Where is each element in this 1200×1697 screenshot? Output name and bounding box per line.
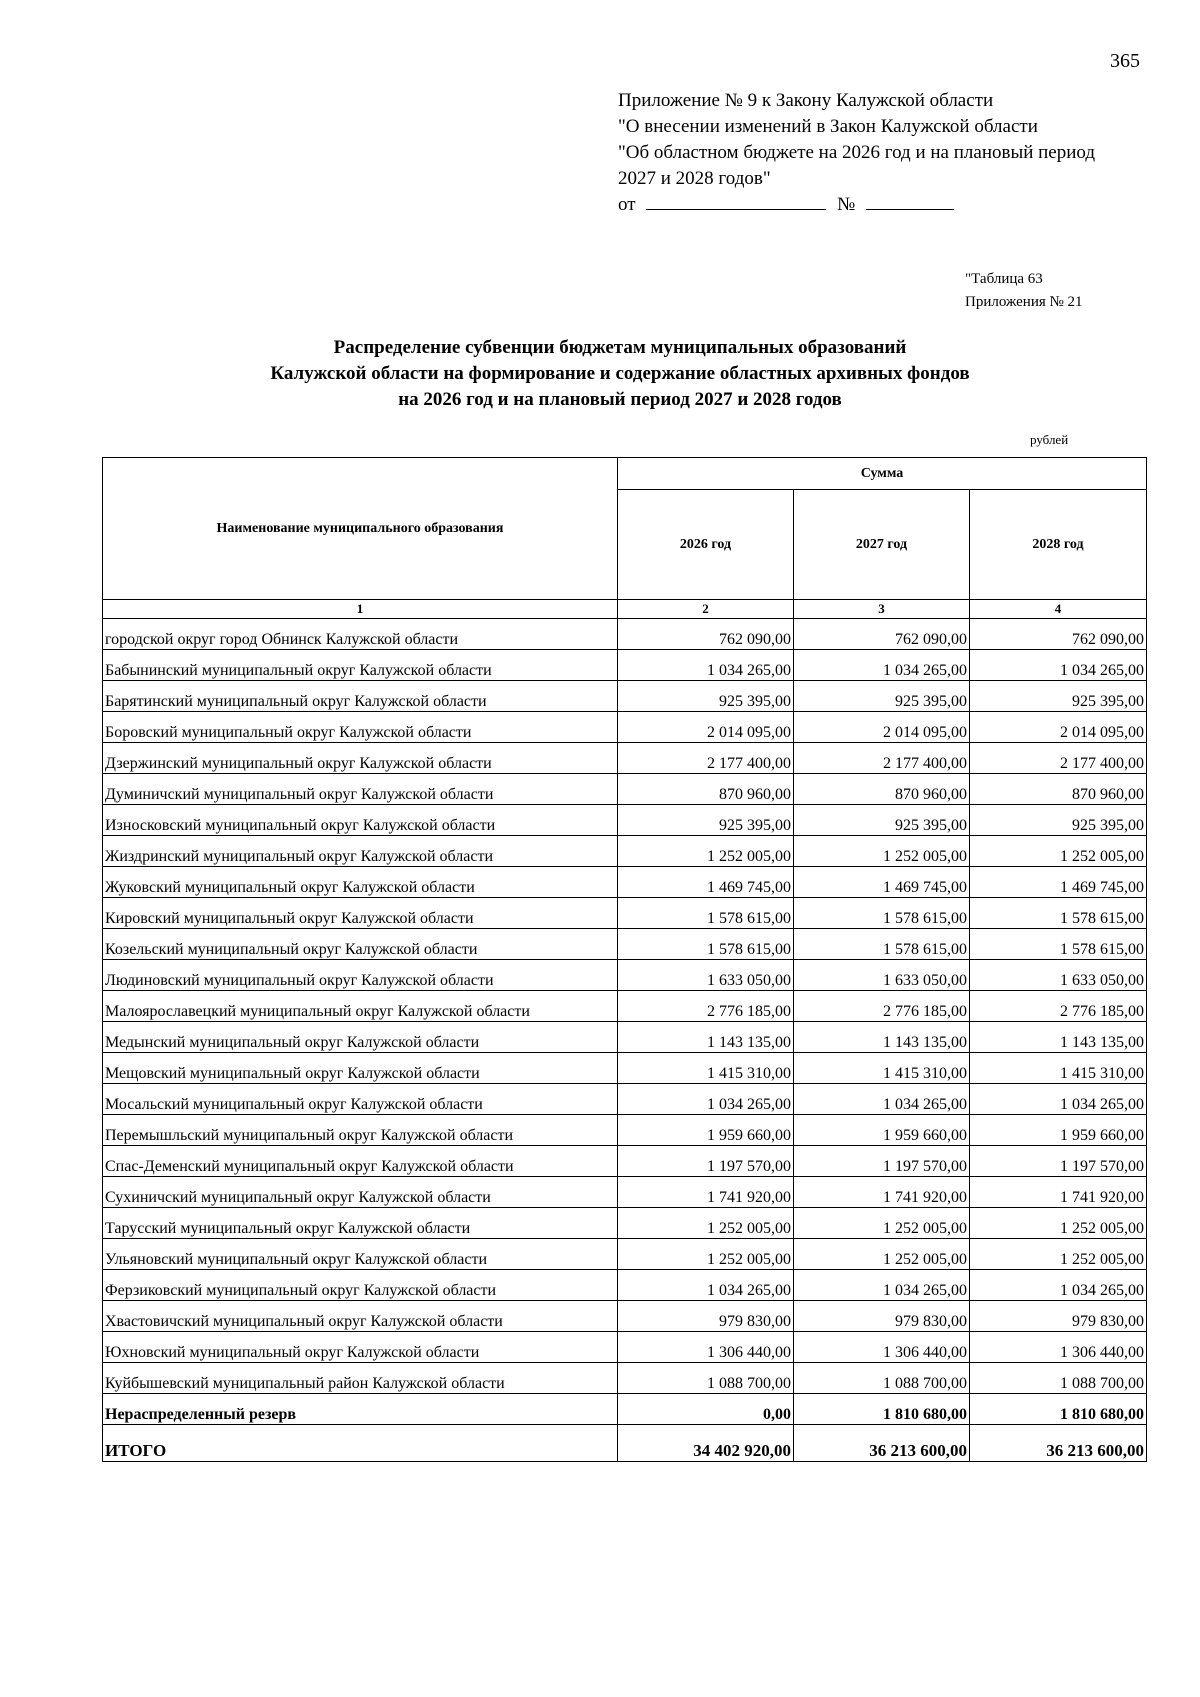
amount-2026: 1 252 005,00 xyxy=(618,1208,794,1239)
amount-2028: 1 034 265,00 xyxy=(970,1270,1147,1301)
amount-2026: 1 415 310,00 xyxy=(618,1053,794,1084)
appendix-line: Приложение № 9 к Закону Калужской области xyxy=(618,90,994,111)
document-title xyxy=(100,335,1140,413)
amount-2027: 1 197 570,00 xyxy=(794,1146,970,1177)
municipality-name: Ульяновский муниципальный округ Калужской области xyxy=(103,1239,618,1270)
amount-2028: 2 177 400,00 xyxy=(970,743,1147,774)
table-row xyxy=(103,1115,1147,1146)
appendix-line: 2027 и 2028 годов" xyxy=(618,168,771,189)
amount-2028: 925 395,00 xyxy=(970,681,1147,712)
amount-2027: 1 252 005,00 xyxy=(794,836,970,867)
amount-2026: 1 197 570,00 xyxy=(618,1146,794,1177)
amount-2026: 2 177 400,00 xyxy=(618,743,794,774)
municipality-name: Хвастовичский муниципальный округ Калужской области xyxy=(103,1301,618,1332)
amount-2028: 979 830,00 xyxy=(970,1301,1147,1332)
amount-2026: 1 143 135,00 xyxy=(618,1022,794,1053)
number-label: № xyxy=(837,194,856,215)
total-name: ИТОГО xyxy=(103,1425,618,1462)
amount-2027: 2 177 400,00 xyxy=(794,743,970,774)
municipality-name: Ферзиковский муниципальный округ Калужской области xyxy=(103,1270,618,1301)
appendix-line: "О внесении изменений в Закон Калужской области xyxy=(618,116,1038,137)
municipality-name: Медынский муниципальный округ Калужской области xyxy=(103,1022,618,1053)
table-row xyxy=(103,929,1147,960)
table-row xyxy=(103,1332,1147,1363)
amount-2026: 1 034 265,00 xyxy=(618,1270,794,1301)
amount-2028: 1 633 050,00 xyxy=(970,960,1147,991)
municipality-name: городской округ город Обнинск Калужской области xyxy=(103,619,618,650)
municipality-name: Куйбышевский муниципальный район Калужской области xyxy=(103,1363,618,1394)
header-sum: Сумма xyxy=(618,458,1147,490)
amount-2026: 1 578 615,00 xyxy=(618,898,794,929)
amount-2028: 925 395,00 xyxy=(970,805,1147,836)
amount-2027: 1 088 700,00 xyxy=(794,1363,970,1394)
appendix-signature-line xyxy=(618,192,1095,218)
table-row xyxy=(103,960,1147,991)
table-row xyxy=(103,619,1147,650)
amount-2026: 925 395,00 xyxy=(618,805,794,836)
amount-2026: 1 633 050,00 xyxy=(618,960,794,991)
amount-2027: 870 960,00 xyxy=(794,774,970,805)
table-row xyxy=(103,836,1147,867)
amount-2028: 1 306 440,00 xyxy=(970,1332,1147,1363)
table-row xyxy=(103,650,1147,681)
amount-2028: 1 469 745,00 xyxy=(970,867,1147,898)
amount-2028: 1 741 920,00 xyxy=(970,1177,1147,1208)
municipality-name: Думиничский муниципальный округ Калужской области xyxy=(103,774,618,805)
table-row xyxy=(103,898,1147,929)
column-number: 3 xyxy=(794,600,970,619)
amount-2028: 1 959 660,00 xyxy=(970,1115,1147,1146)
amount-2026: 1 306 440,00 xyxy=(618,1332,794,1363)
from-label: от xyxy=(618,194,636,215)
amount-2027: 1 143 135,00 xyxy=(794,1022,970,1053)
amount-2027: 1 034 265,00 xyxy=(794,650,970,681)
amount-2027: 2 014 095,00 xyxy=(794,712,970,743)
amount-2026: 1 741 920,00 xyxy=(618,1177,794,1208)
municipality-name: Мосальский муниципальный округ Калужской области xyxy=(103,1084,618,1115)
total-2028: 36 213 600,00 xyxy=(970,1425,1147,1462)
table-row xyxy=(103,1084,1147,1115)
municipality-name: Кировский муниципальный округ Калужской области xyxy=(103,898,618,929)
amount-2027: 1 959 660,00 xyxy=(794,1115,970,1146)
reserve-name: Нераспределенный резерв xyxy=(103,1394,618,1425)
amount-2027: 925 395,00 xyxy=(794,681,970,712)
table-row xyxy=(103,805,1147,836)
municipality-name: Сухиничский муниципальный округ Калужской области xyxy=(103,1177,618,1208)
reserve-2028: 1 810 680,00 xyxy=(970,1394,1147,1425)
amount-2028: 870 960,00 xyxy=(970,774,1147,805)
amount-2027: 1 469 745,00 xyxy=(794,867,970,898)
amount-2028: 2 776 185,00 xyxy=(970,991,1147,1022)
amount-2026: 1 959 660,00 xyxy=(618,1115,794,1146)
table-row xyxy=(103,991,1147,1022)
municipality-name: Малоярославецкий муниципальный округ Калужской области xyxy=(103,991,618,1022)
amount-2026: 762 090,00 xyxy=(618,619,794,650)
amount-2027: 1 306 440,00 xyxy=(794,1332,970,1363)
header-year-2027: 2027 год xyxy=(794,490,970,600)
amount-2026: 2 014 095,00 xyxy=(618,712,794,743)
amount-2026: 870 960,00 xyxy=(618,774,794,805)
amount-2027: 1 252 005,00 xyxy=(794,1208,970,1239)
municipality-name: Козельский муниципальный округ Калужской области xyxy=(103,929,618,960)
table-row xyxy=(103,1208,1147,1239)
amount-2027: 1 578 615,00 xyxy=(794,898,970,929)
table-row xyxy=(103,867,1147,898)
total-2026: 34 402 920,00 xyxy=(618,1425,794,1462)
municipality-name: Боровский муниципальный округ Калужской области xyxy=(103,712,618,743)
amount-2028: 1 197 570,00 xyxy=(970,1146,1147,1177)
amount-2026: 1 034 265,00 xyxy=(618,650,794,681)
amount-2026: 1 469 745,00 xyxy=(618,867,794,898)
amount-2028: 1 415 310,00 xyxy=(970,1053,1147,1084)
table-row xyxy=(103,1177,1147,1208)
table-ref-line: Приложения № 21 xyxy=(965,294,1083,310)
table-row xyxy=(103,1363,1147,1394)
amount-2028: 1 578 615,00 xyxy=(970,898,1147,929)
table-row xyxy=(103,1301,1147,1332)
amount-2028: 762 090,00 xyxy=(970,619,1147,650)
amount-2028: 1 252 005,00 xyxy=(970,1208,1147,1239)
municipality-name: Юхновский муниципальный округ Калужской области xyxy=(103,1332,618,1363)
amount-2026: 1 088 700,00 xyxy=(618,1363,794,1394)
municipality-name: Жуковский муниципальный округ Калужской области xyxy=(103,867,618,898)
amount-2026: 2 776 185,00 xyxy=(618,991,794,1022)
amount-2026: 1 578 615,00 xyxy=(618,929,794,960)
amount-2027: 1 034 265,00 xyxy=(794,1084,970,1115)
municipality-name: Спас-Деменский муниципальный округ Калужской области xyxy=(103,1146,618,1177)
amount-2028: 2 014 095,00 xyxy=(970,712,1147,743)
column-number: 1 xyxy=(103,600,618,619)
amount-2027: 1 633 050,00 xyxy=(794,960,970,991)
amount-2028: 1 088 700,00 xyxy=(970,1363,1147,1394)
municipality-name: Жиздринский муниципальный округ Калужской области xyxy=(103,836,618,867)
table-row xyxy=(103,774,1147,805)
header-name-column: Наименование муниципального образования xyxy=(103,458,618,600)
total-2027: 36 213 600,00 xyxy=(794,1425,970,1462)
municipality-name: Тарусский муниципальный округ Калужской области xyxy=(103,1208,618,1239)
subvention-table xyxy=(102,457,1147,1462)
table-row xyxy=(103,1270,1147,1301)
municipality-name: Людиновский муниципальный округ Калужской области xyxy=(103,960,618,991)
municipality-name: Бабынинский муниципальный округ Калужской области xyxy=(103,650,618,681)
title-line: на 2026 год и на плановый период 2027 и 2028 годов xyxy=(398,389,842,410)
appendix-line: "Об областном бюджете на 2026 год и на плановый период xyxy=(618,142,1096,163)
amount-2027: 1 252 005,00 xyxy=(794,1239,970,1270)
total-row xyxy=(103,1425,1147,1462)
amount-2028: 1 578 615,00 xyxy=(970,929,1147,960)
municipality-name: Мещовский муниципальный округ Калужской области xyxy=(103,1053,618,1084)
amount-2028: 1 034 265,00 xyxy=(970,1084,1147,1115)
header-year-2028: 2028 год xyxy=(970,490,1147,600)
municipality-name: Перемышльский муниципальный округ Калужской области xyxy=(103,1115,618,1146)
amount-2027: 1 578 615,00 xyxy=(794,929,970,960)
reserve-2026: 0,00 xyxy=(618,1394,794,1425)
table-row xyxy=(103,1022,1147,1053)
amount-2028: 1 252 005,00 xyxy=(970,836,1147,867)
municipality-name: Износковский муниципальный округ Калужской области xyxy=(103,805,618,836)
amount-2026: 1 034 265,00 xyxy=(618,1084,794,1115)
amount-2026: 1 252 005,00 xyxy=(618,836,794,867)
table-row xyxy=(103,743,1147,774)
table-row xyxy=(103,1146,1147,1177)
amount-2027: 1 034 265,00 xyxy=(794,1270,970,1301)
amount-2027: 979 830,00 xyxy=(794,1301,970,1332)
municipality-name: Барятинский муниципальный округ Калужской области xyxy=(103,681,618,712)
amount-2027: 1 415 310,00 xyxy=(794,1053,970,1084)
table-reference xyxy=(965,268,1083,314)
title-line: Калужской области на формирование и содержание областных архивных фондов xyxy=(270,363,970,384)
table-row xyxy=(103,1053,1147,1084)
amount-2027: 1 741 920,00 xyxy=(794,1177,970,1208)
units-label: рублей xyxy=(1030,432,1069,447)
header-year-2026: 2026 год xyxy=(618,490,794,600)
amount-2027: 762 090,00 xyxy=(794,619,970,650)
page-number: 365 xyxy=(1110,50,1140,72)
title-line: Распределение субвенции бюджетам муниципальных образований xyxy=(333,337,907,358)
reserve-2027: 1 810 680,00 xyxy=(794,1394,970,1425)
amount-2027: 925 395,00 xyxy=(794,805,970,836)
amount-2028: 1 252 005,00 xyxy=(970,1239,1147,1270)
amount-2026: 1 252 005,00 xyxy=(618,1239,794,1270)
table-row xyxy=(103,1239,1147,1270)
table-row xyxy=(103,712,1147,743)
amount-2028: 1 143 135,00 xyxy=(970,1022,1147,1053)
table-row xyxy=(103,681,1147,712)
date-blank xyxy=(646,195,826,210)
reserve-row xyxy=(103,1394,1147,1425)
amount-2026: 925 395,00 xyxy=(618,681,794,712)
amount-2027: 2 776 185,00 xyxy=(794,991,970,1022)
table-ref-line: "Таблица 63 xyxy=(965,271,1043,287)
amount-2026: 979 830,00 xyxy=(618,1301,794,1332)
appendix-block xyxy=(618,88,1095,218)
amount-2028: 1 034 265,00 xyxy=(970,650,1147,681)
column-number: 2 xyxy=(618,600,794,619)
column-number: 4 xyxy=(970,600,1147,619)
number-blank xyxy=(866,195,954,210)
municipality-name: Дзержинский муниципальный округ Калужской области xyxy=(103,743,618,774)
